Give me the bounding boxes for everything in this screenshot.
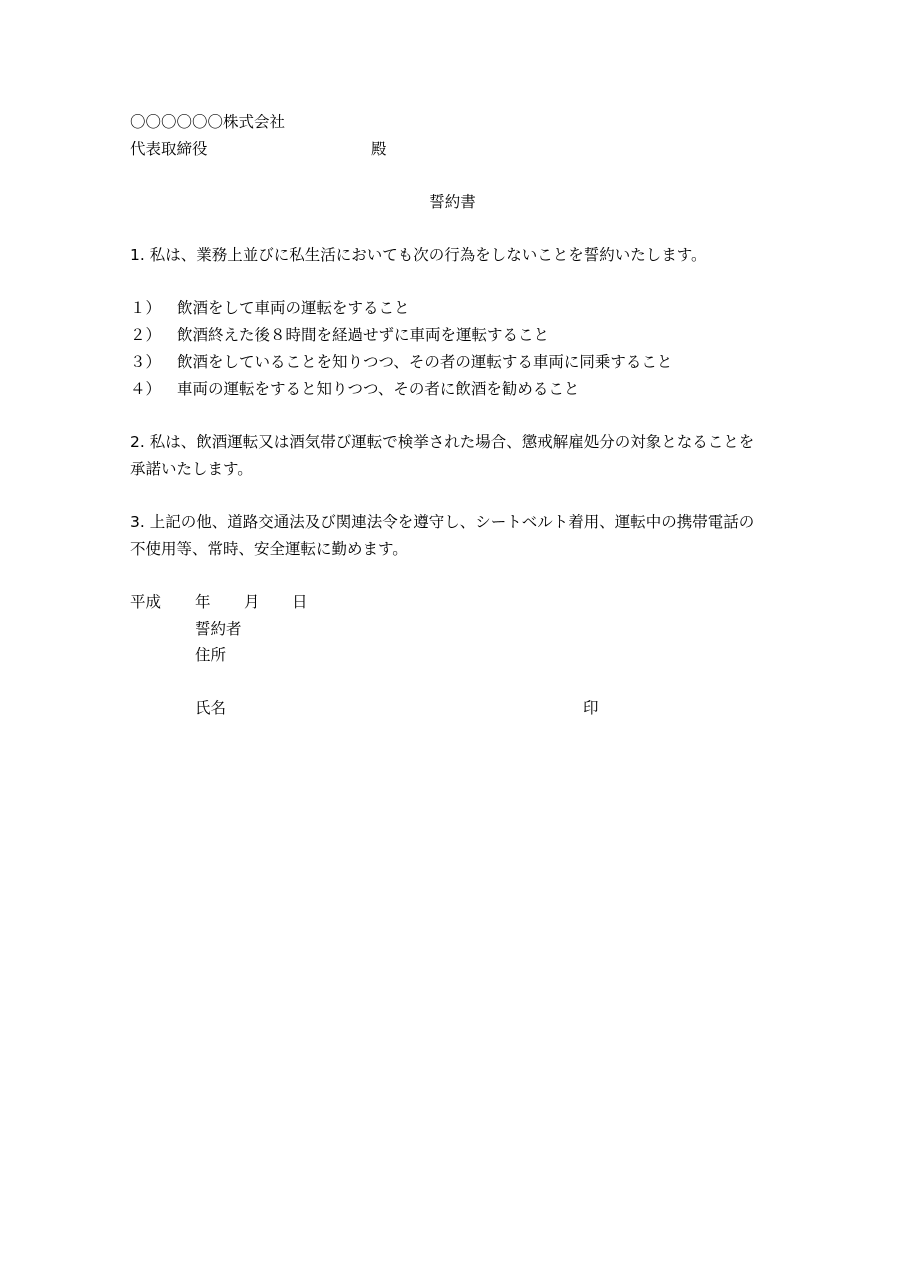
list-item: 飲酒終えた後８時間を経過せずに車両を運転すること [177, 326, 550, 344]
date-month: 月 [244, 593, 260, 611]
list-item-number: ４） [130, 380, 162, 398]
name-label: 氏名 [195, 699, 227, 717]
date-era: 平成 [130, 593, 162, 611]
address-label: 住所 [195, 646, 227, 664]
date-year: 年 [195, 593, 211, 611]
list-item-number: ２） [130, 326, 162, 344]
list-item-number: １） [130, 299, 162, 317]
company-name: 〇〇〇〇〇〇株式会社 [130, 113, 286, 131]
list-item-number: ３） [130, 353, 162, 371]
section-3-line-2: 不使用等、常時、安全運転に勤めます。 [130, 540, 408, 558]
list-item: 車両の運転をすると知りつつ、その者に飲酒を勧めること [177, 380, 580, 398]
addressee-role: 代表取締役 [130, 140, 208, 158]
section-2-line-2: 承諾いたします。 [130, 460, 253, 478]
list-item: 飲酒をしていることを知りつつ、その者の運転する車両に同乗すること [177, 353, 673, 371]
honorific: 殿 [371, 140, 387, 158]
seal-label: 印 [583, 699, 599, 717]
section-1-text: 1. 私は、業務上並びに私生活においても次の行為をしないことを誓約いたします。 [130, 246, 707, 264]
document-title: 誓約書 [429, 193, 476, 211]
pledger-label: 誓約者 [195, 620, 242, 638]
date-day: 日 [292, 593, 308, 611]
list-item: 飲酒をして車両の運転をすること [177, 299, 410, 317]
section-3-line-1: 3. 上記の他、道路交通法及び関連法令を遵守し、シートベルト着用、運転中の携帯電話の [130, 513, 755, 531]
section-2-line-1: 2. 私は、飲酒運転又は酒気帯び運転で検挙された場合、懲戒解雇処分の対象となることを [130, 433, 755, 451]
